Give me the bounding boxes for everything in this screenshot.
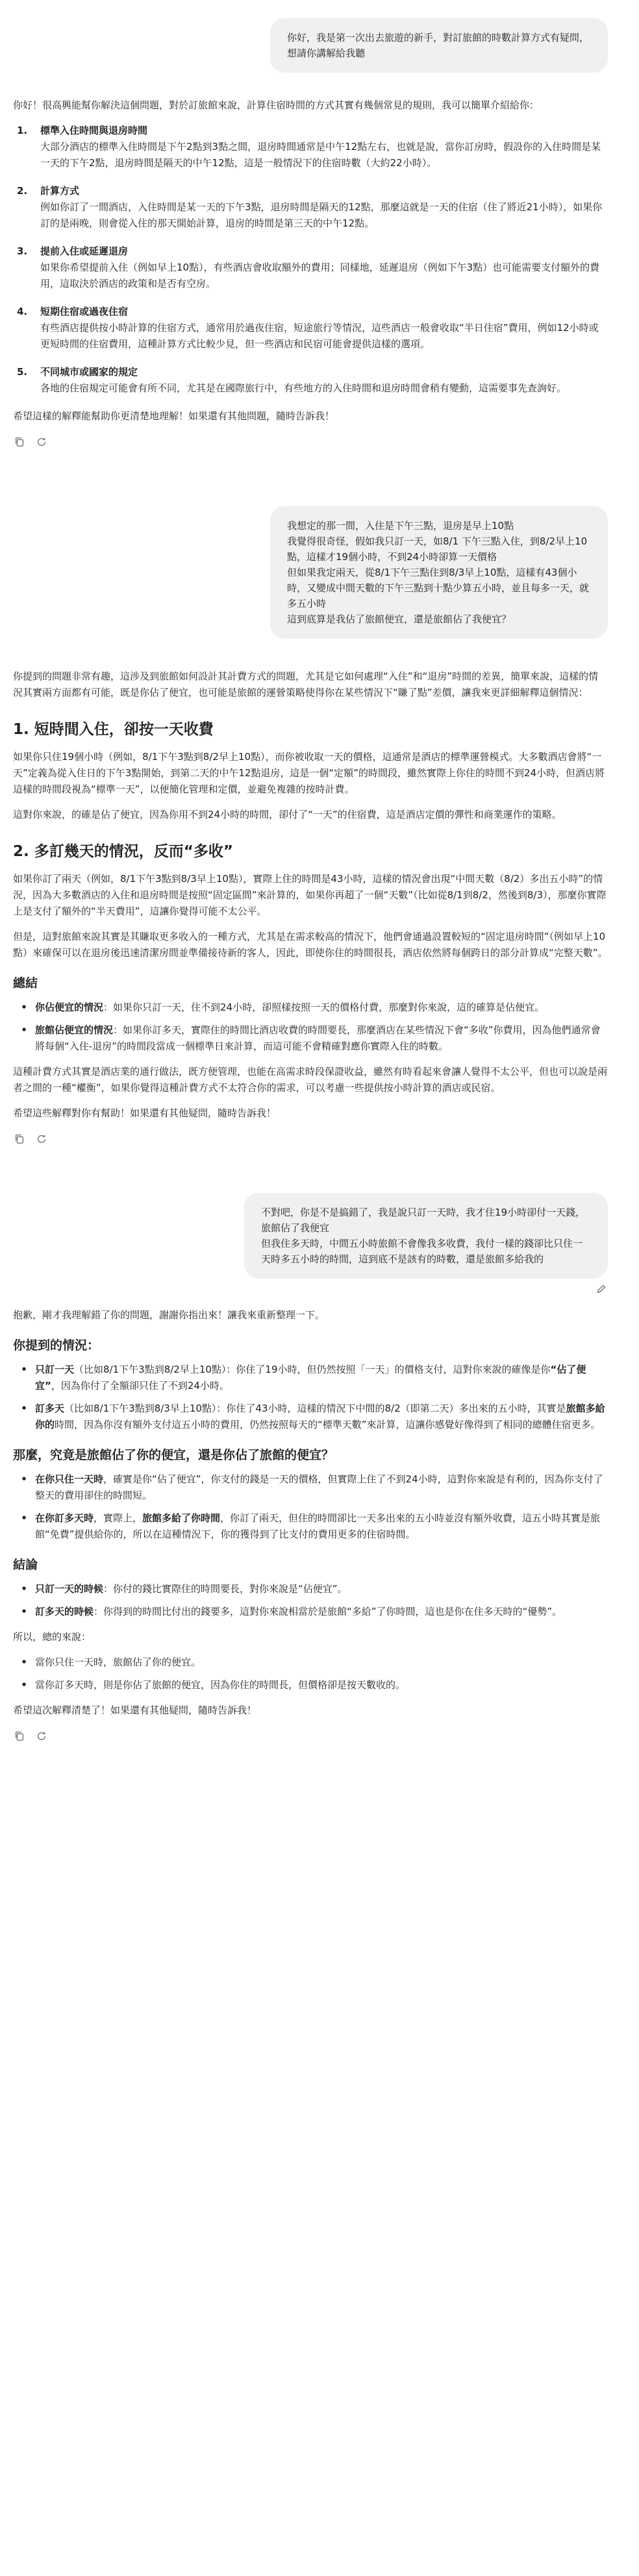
- list-item: • 訂多天的時候：你得到的時間比付出的錢要多，這對你來說相當於是旅館“多給”了你時間，這也是你在住多天時的“優勢”。: [21, 1606, 562, 1617]
- bullet-list: [13, 1471, 608, 1543]
- section-heading: 2. 多訂幾天的情況，反而“多收”: [13, 843, 233, 860]
- bullet-list: [13, 1581, 608, 1620]
- user-message: 你好，我是第一次出去旅遊的新手，對訂旅館的時數計算方式有疑問， 想請你講解給我聽: [270, 18, 608, 73]
- user-message-row: [0, 506, 639, 639]
- list-item: • 你佔便宜的情況：如果你只訂一天，住不到24小時，卻照樣按照一天的價格付費，那麼對你來說，這的確算是佔便宜。: [21, 1001, 545, 1013]
- list-item: • 當你訂多天時，則是你佔了旅館的便宜，因為你住的時間長，但價格卻是按天數收的。: [21, 1679, 406, 1691]
- list-item-title: 提前入住或延遲退房: [40, 245, 129, 257]
- list-item-title: 標準入住時間與退房時間: [40, 125, 148, 136]
- message-actions: [13, 434, 608, 450]
- list-item: 4. 短期住宿或過夜住宿 有些酒店提供按小時計算的住宿方式，通常用於過夜住宿，短途旅行等情況，這些酒店一般會收取“半日住宿”費用，例如12小時或更短時間的住宿費用，這種計算方式比較少見，但一些酒店和民宿可能會提供這樣的選項。: [13, 304, 608, 352]
- assistant-message: [0, 669, 639, 1147]
- list-item-text: 大部分酒店的標準入住時間是下午2點到3點之間，退房時間通常是中午12點左右，也就是說，當你訂房時，假設你的入住時間是某一天的下午2點，退房時間是隔天的中午12點，這是一般情況下的住宿時數（大約22小時）。: [40, 141, 601, 169]
- assistant-outro: 希望這樣的解釋能幫助你更清楚地理解！如果還有其他問題，隨時告訴我！: [13, 410, 335, 422]
- paragraph: 如果你訂了兩天（例如，8/1下午3點到8/3早上10點），實際上住的時間是43小時，這樣的情況會出現“中間天數（8/2）多出五小時”的情況，因為大多數酒店的入住和退房時間是按照“固定區間”來計算的，如果你再超了一個“天數”（比如從8/1到8/2，然後到8/3），那麼你實際上是支付了額外的“半天費用”，這讓你覺得可能不太公平。: [13, 873, 607, 917]
- copy-icon[interactable]: [13, 1730, 26, 1743]
- list-item-text: 如果你希望提前入住（例如早上10點），有些酒店會收取額外的費用；同樣地，延遲退房（例如下午3點）也可能需要支付額外的費用，這取決於酒店的政策和是否有空房。: [40, 262, 600, 289]
- list-item: 2. 計算方式 例如你訂了一間酒店，入住時間是某一天的下午3點，退房時間是隔天的12點，那麼這就是一天的住宿（住了將近21小時），如果你訂的是兩晚，則會從入住的那天開始計算，退房的時間是第三天的中午12點。: [13, 183, 608, 232]
- copy-icon[interactable]: [13, 1133, 26, 1146]
- section-heading: 1. 短時間入住，卻按一天收費: [13, 721, 214, 738]
- message-actions: [13, 1131, 608, 1147]
- list-item-text: 例如你訂了一間酒店，入住時間是某一天的下午3點，退房時間是隔天的12點，那麼這就是一天的住宿（住了將近21小時），如果你訂的是兩晚，則會從入住的那天開始計算，退房的時間是第三天的中午12點。: [40, 201, 603, 229]
- user-message-actions: [0, 1282, 639, 1295]
- user-message: 不對吧，你是不是搞錯了，我是說只訂一天時，我才住19小時卻付一天錢，旅館佔了我便宜 但我住多天時，中間五小時旅館不會像我多收費，我付一樣的錢卻比只住一天時多五小時的時間，這到底不是該有的時數，還是旅館多給我的: [244, 1193, 608, 1279]
- paragraph: 這對你來說，的確是佔了便宜，因為你用不到24小時的時間，卻付了“一天”的住宿費，這是酒店定價的彈性和商業運作的策略。: [13, 809, 562, 820]
- list-item: 3. 提前入住或延遲退房 如果你希望提前入住（例如早上10點），有些酒店會收取額外的費用；同樣地，延遲退房（例如下午3點）也可能需要支付額外的費用，這取決於酒店的政策和是否有空房。: [13, 243, 608, 292]
- assistant-message: [0, 97, 639, 450]
- paragraph: 但是，這對旅館來說其實是其賺取更多收入的一種方式，尤其是在需求較高的情況下，他們會通過設置較短的“固定退房時間”（例如早上10點）來確保可以在退房後迅速清潔房間並準備接待新的客人，因此，即使你住的時間很長，酒店依然將每個跨日的部分計算成“完整天數”。: [13, 931, 608, 959]
- list-item: • 在你訂多天時，實際上，旅館多給了你時間，你訂了兩天，但住的時間卻比一天多出來的五小時並沒有額外收費，這五小時其實是旅館“免費”提供給你的，所以在這種情況下，你的獲得到了比支付的費用更多的住宿時間。: [21, 1512, 601, 1540]
- message-actions: [13, 1728, 608, 1745]
- regenerate-icon[interactable]: [35, 435, 48, 448]
- list-item-title: 計算方式: [40, 185, 80, 197]
- paragraph: 所以，總的來說：: [13, 1631, 92, 1643]
- copy-icon[interactable]: [13, 435, 26, 448]
- assistant-outro: 希望這次解釋清楚了！如果還有其他疑問，隨時告訴我！: [13, 1704, 257, 1716]
- list-item: • 旅館佔便宜的情況：如果你訂多天，實際住的時間比酒店收費的時間要長，那麼酒店在某些情況下會“多收”你費用，因為他們通常會將每個“入住-退房”的時間段當成一個標準日來計算，而這可能不會精確對應你實際入住的時數。: [21, 1024, 601, 1052]
- bullet-list: [13, 1362, 608, 1433]
- numbered-list: [13, 123, 608, 397]
- list-item: • 當你只住一天時，旅館佔了你的便宜。: [21, 1656, 201, 1668]
- list-item: 1. 標準入住時間與退房時間 大部分酒店的標準入住時間是下午2點到3點之間，退房時間通常是中午12點左右，也就是說，當你訂房時，假設你的入住時間是某一天的下午2點，退房時間是隔天的中午12點，這是一般情況下的住宿時數（大約22小時）。: [13, 123, 608, 171]
- assistant-message: [0, 1307, 639, 1745]
- edit-icon[interactable]: [595, 1282, 608, 1295]
- assistant-outro: 希望這些解釋對你有幫助！如果還有其他疑問，隨時告訴我！: [13, 1107, 277, 1119]
- list-item-text: 有些酒店提供按小時計算的住宿方式，通常用於過夜住宿，短途旅行等情況，這些酒店一般會收取“半日住宿”費用，例如12小時或更短時間的住宿費用，這種計算方式比較少見，但一些酒店和民宿可能會提供這樣的選項。: [40, 322, 599, 350]
- regenerate-icon[interactable]: [35, 1133, 48, 1146]
- list-item: • 只訂一天的時候：你付的錢比實際住的時間要長，對你來說是“佔便宜”。: [21, 1583, 347, 1595]
- list-item: • 只訂一天（比如8/1下午3點到8/2早上10點）：你住了19小時，但仍然按照「一天」的價格支付，這對你來說的確像是你“佔了便宜”，因為你付了全額卻只住了不到24小時。: [21, 1364, 586, 1392]
- user-message: 我想定的那一間，入住是下午三點，退房是早上10點 我覺得很奇怪，假如我只訂一天，如8/1 下午三點入住，到8/2早上10點，這樣才19個小時，不到24小時卻算一天價格 但如果我定兩天，從8/1下午三點住到8/3早上10點，這樣有43個小時，又變成中間天數的下午三點到十點少算五小時，並且每多一天，就多五小時 這到底算是我佔了旅館便宜，還是旅館佔了我便宜？: [270, 506, 608, 639]
- bullet-list: [13, 1000, 608, 1055]
- list-item: • 訂多天（比如8/1下午3點到8/3早上10點）：你住了43小時，這樣的情況下中間的8/2（即第二天）多出來的五小時，其實是旅館多給你的時間，因為你沒有額外支付這五小時的費用，仍然按照每天的“標準天數”來計算，這讓你感覺好像得到了相同的總體住宿更多。: [21, 1403, 605, 1430]
- bullet-list: [13, 1654, 608, 1693]
- section-heading: 結論: [13, 1558, 38, 1572]
- user-message-row: [0, 18, 639, 73]
- paragraph: 如果你只住19個小時（例如，8/1下午3點到8/2早上10點），而你被收取一天的價格，這通常是酒店的標準運營模式。大多數酒店會將“一天”定義為從入住日的下午3點開始，到第二天的中午12點退房，這是一個“定額”的時間段，雖然實際上你住的時間不到24小時，但酒店將這樣的時間段視為“標準一天”，以便簡化管理和定價，並避免複雜的按時計費。: [13, 751, 605, 795]
- assistant-intro: 你好！很高興能幫你解決這個問題，對於訂旅館來說，計算住宿時間的方式其實有幾個常見的規則，我可以簡單介紹給你：: [13, 99, 540, 111]
- regenerate-icon[interactable]: [35, 1730, 48, 1743]
- paragraph: 這種計費方式其實是酒店業的通行做法，既方便管理，也能在高需求時段保證收益，雖然有時看起來會讓人覺得不太公平，但也可以說是兩者之間的一種“權衡”，如果你覺得這種計費方式不太符合你的需求，可以考慮一些提供按小時計算的酒店或民宿。: [13, 1066, 608, 1094]
- list-item: • 在你只住一天時，確實是你“佔了便宜”，你支付的錢是一天的價格，但實際上住了不到24小時，這對你來說是有利的，因為你支付了整天的費用卻住的時間短。: [21, 1473, 603, 1501]
- list-item-title: 短期住宿或過夜住宿: [40, 306, 129, 317]
- list-item-text: 各地的住宿規定可能會有所不同，尤其是在國際旅行中，有些地方的入住時間和退房時間會稍有變動，這需要事先查詢好。: [40, 382, 567, 394]
- assistant-intro: 抱歉，剛才我理解錯了你的問題，謝謝你指出來！讓我來重新整理一下。: [13, 1309, 325, 1321]
- assistant-intro: 你提到的問題非常有趣，這涉及到旅館如何設計其計費方式的問題，尤其是它如何處理“入住”和“退房”時間的差異，簡單來說，這樣的情況其實兩方面都有可能，既是你佔了便宜，也可能是旅館的運營策略使得你在某些情況下“賺了點”差價，讓我來更詳細解釋這個情況：: [13, 670, 599, 698]
- section-heading: 你提到的情況：: [13, 1338, 100, 1353]
- list-item: 5. 不同城市或國家的規定 各地的住宿規定可能會有所不同，尤其是在國際旅行中，有些地方的入住時間和退房時間會稍有變動，這需要事先查詢好。: [13, 364, 608, 397]
- user-message-row: [0, 1193, 639, 1279]
- section-heading: 總結: [13, 976, 38, 990]
- section-heading: 那麼，究竟是旅館佔了你的便宜，還是你佔了旅館的便宜？: [13, 1448, 334, 1462]
- list-item-title: 不同城市或國家的規定: [40, 366, 138, 378]
